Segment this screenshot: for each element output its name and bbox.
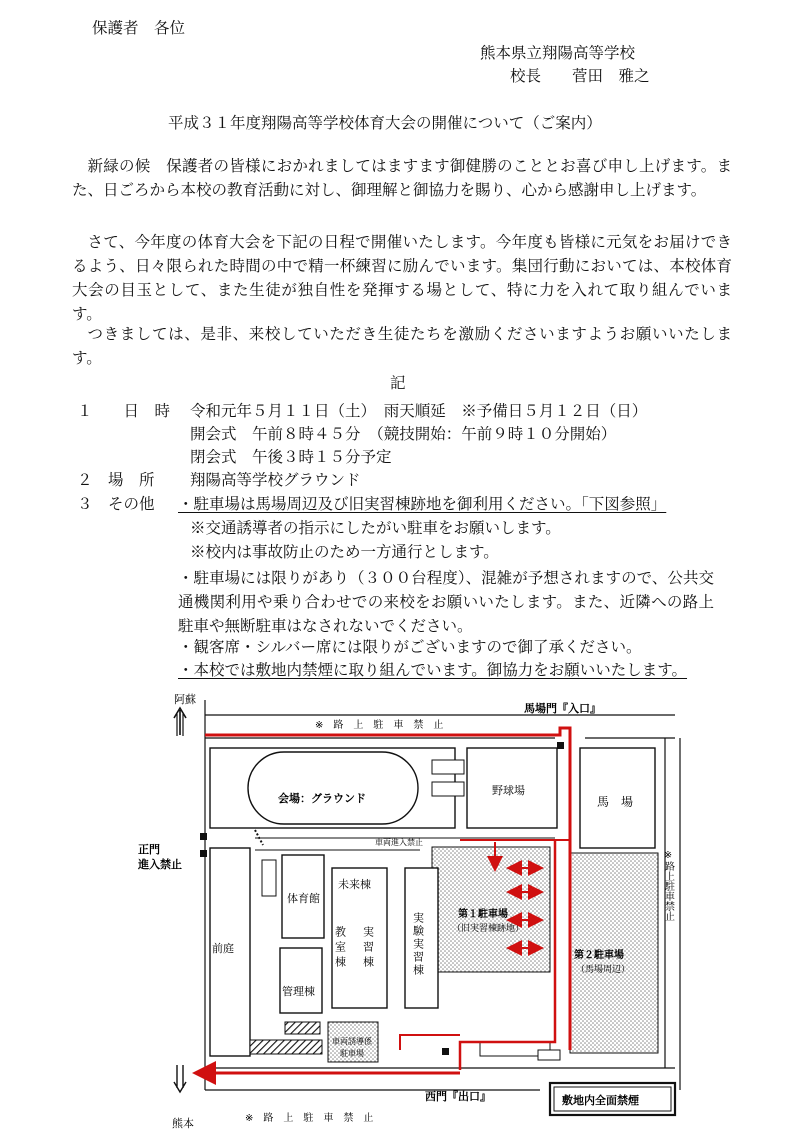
item2-place: 翔陽高等学校グラウンド — [190, 471, 361, 489]
item2-label: ２ 場 所 — [77, 471, 155, 489]
school-name: 熊本県立翔陽高等学校 — [480, 44, 636, 62]
item1-label: １ 日 時 — [77, 402, 171, 420]
campus-map — [138, 690, 705, 1131]
note-traffic-guide: ※交通誘導者の指示にしたがい駐車をお願いします。 — [190, 519, 561, 537]
label-guide: 車両誘導係 — [332, 1037, 372, 1046]
label-entrance-gate: 馬場門『入口』 — [524, 702, 601, 715]
label-kumamoto: 熊本 — [172, 1117, 194, 1130]
label-no-entry: 進入禁止 — [138, 858, 182, 871]
paragraph-event: さて、今年度の体育大会を下記の日程で開催いたします。今年度も皆様に元気をお届けできるよう、日々限られた時間の中で精一杯練習に励んでいます。集団行動においては、本校体育大会の目玉として、また生徒が独自性を発揮する場として、特に力を入れて取り組んでいます。 — [72, 233, 732, 323]
paragraph-request: つきましては、是非、来校していただき生徒たちを激励くださいますようお願いいたします。 — [72, 325, 732, 367]
label-ground: 会場：グラウンド — [278, 792, 366, 805]
label-vehicle-road: 車両進入禁止 — [375, 838, 423, 847]
label-parking-1-sub: （旧実習棟跡地） — [452, 924, 525, 934]
label-no-smoking: 敷地内全面禁煙 — [562, 1094, 639, 1107]
label-parking-1: 第１駐車場 — [458, 909, 508, 920]
label-baseball: 野球場 — [492, 784, 525, 797]
label-aso: 阿蘇 — [174, 693, 196, 706]
label-experiment: 実験実習棟 — [411, 912, 425, 977]
right-road-no-parking: ※路上駐車禁止 — [662, 850, 674, 921]
label-main-gate: 正門 — [138, 843, 160, 856]
direction-kumamoto-arrow — [174, 1065, 186, 1092]
note-one-way: ※校内は事故防止のため一方通行とします。 — [190, 543, 499, 561]
note-no-smoking: ・本校では敷地内禁煙に取り組んでいます。御協力をお願いいたします。 — [178, 661, 688, 679]
label-parking-2-sub: （馬場周辺） — [576, 965, 631, 975]
item3-label: ３ その他 — [77, 495, 155, 513]
principal-name: 校長 菅田 雅之 — [510, 67, 650, 85]
label-exit-gate: 西門『出口』 — [425, 1090, 491, 1103]
recipient: 保護者 各位 — [92, 19, 186, 37]
item1-opening: 開会式 午前８時４５分 （競技開始：午前９時１０分開始） — [190, 425, 617, 443]
label-horse: 馬 場 — [597, 795, 634, 809]
ki-heading: 記 — [390, 374, 406, 392]
label-mirai: 未来棟 — [338, 878, 371, 891]
item1-closing: 閉会式 午後３時１５分予定 — [190, 448, 392, 466]
admin-building — [280, 948, 322, 1013]
top-road-no-parking: ※ 路 上 駐 車 禁 止 — [315, 720, 444, 731]
paragraph-greeting: 新緑の候 保護者の皆様におかれましてはますます御健勝のこととお喜び申し上げます。また、日ごろから本校の教育活動に対し、御理解と御協力を賜り、心から感謝申し上げます。 — [72, 157, 732, 199]
label-parking-2: 第２駐車場 — [574, 950, 624, 961]
direction-aso-arrow — [174, 708, 186, 736]
item1-date: 令和元年５月１１日（土） 雨天順延 ※予備日５月１２日（日） — [190, 402, 648, 420]
label-admin: 管理棟 — [282, 985, 315, 998]
note-parking: ・駐車場は馬場周辺及び旧実習棟跡地を御利用ください。「下図参照」 — [178, 495, 667, 513]
label-guide-parking: 駐車場 — [340, 1049, 364, 1058]
label-practice: 実習棟 — [361, 926, 375, 971]
ground-field — [248, 752, 418, 824]
label-gym: 体育館 — [287, 892, 320, 905]
bottom-road-no-parking: ※ 路 上 駐 車 禁 止 — [245, 1113, 374, 1124]
note-limited-parking: ・駐車場には限りがあり（３００台程度）、混雑が予想されますので、公共交通機関利用や乗り合わせでの来校をお願いいたします。また、近隣への路上駐車や無断駐車はなされないでください。 — [178, 569, 714, 635]
label-front-garden: 前庭 — [212, 942, 234, 955]
note-seats: ・観客席・シルバー席には限りがございますので御了承ください。 — [178, 638, 642, 656]
label-classroom: 教室棟 — [333, 926, 347, 971]
page-title: 平成３１年度翔陽高等学校体育大会の開催について（ご案内） — [168, 114, 602, 132]
